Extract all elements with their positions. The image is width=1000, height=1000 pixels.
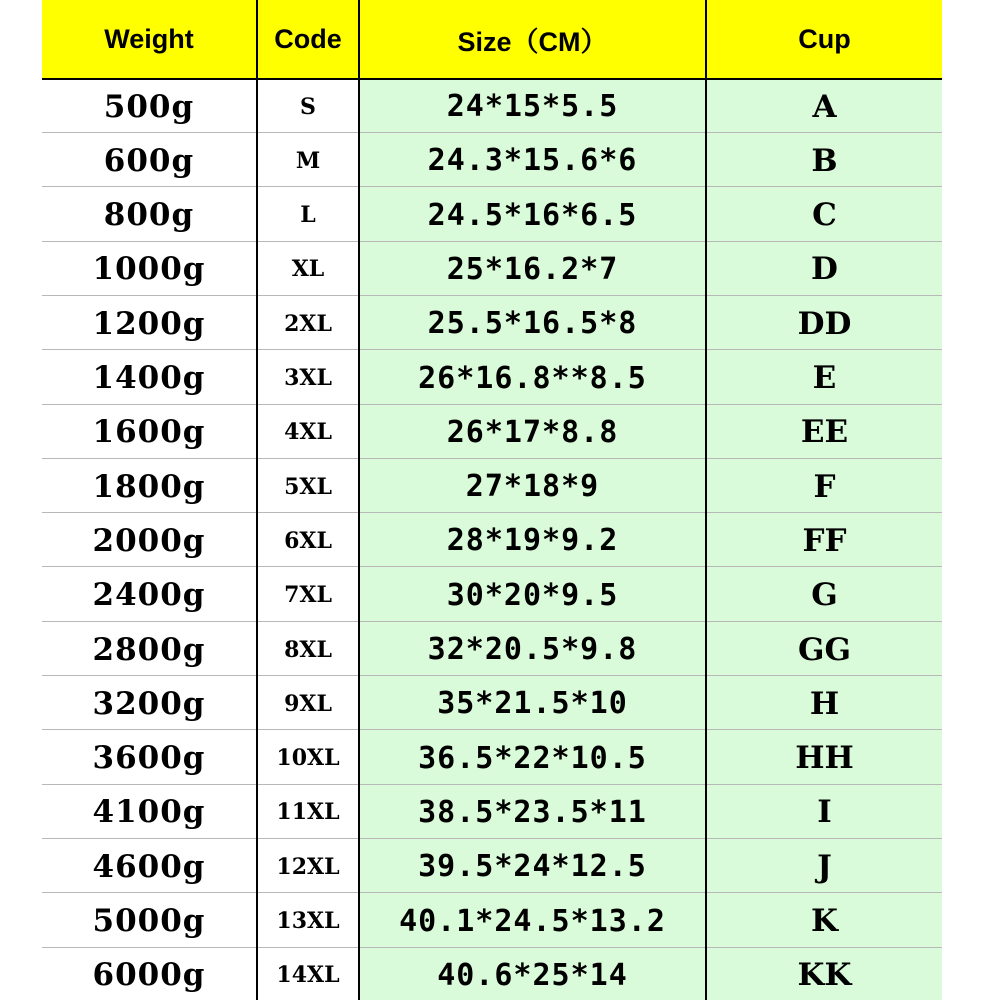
- code-cell: 10XL: [276, 745, 340, 772]
- table-row: [42, 569, 942, 622]
- size-cell: 30*20*9.5: [446, 577, 619, 613]
- code-cell: L: [300, 202, 316, 229]
- table-row: [42, 677, 942, 730]
- row-divider: [42, 295, 942, 296]
- column-divider: [705, 0, 707, 1000]
- code-cell: 6XL: [284, 527, 332, 554]
- code-cell: 4XL: [284, 419, 332, 446]
- column-divider: [358, 0, 360, 1000]
- weight-cell: 1400g: [92, 360, 206, 396]
- weight-cell: 2000g: [92, 522, 206, 559]
- weight-cell: 6000g: [92, 957, 206, 994]
- weight-cell: 500g: [103, 88, 195, 125]
- table-row: [42, 732, 942, 785]
- size-cell: 25*16.2*7: [446, 251, 619, 287]
- cup-cell: H: [809, 685, 840, 722]
- cup-cell: D: [811, 251, 838, 288]
- header-code: Code: [274, 23, 342, 54]
- size-cell: 24.5*16*6.5: [427, 197, 638, 233]
- size-cell: 25.5*16.5*8: [427, 306, 638, 342]
- size-cell: 24*15*5.5: [446, 89, 619, 124]
- row-divider: [42, 675, 942, 676]
- size-cell: 32*20.5*9.8: [427, 632, 638, 667]
- table-row: [42, 840, 942, 893]
- weight-cell: 1800g: [92, 468, 206, 505]
- weight-cell: 3200g: [92, 685, 206, 722]
- code-cell: 11XL: [276, 799, 340, 826]
- row-divider: [42, 947, 942, 948]
- row-divider: [42, 512, 942, 513]
- table-row: [42, 134, 942, 187]
- code-cell: 9XL: [284, 690, 332, 717]
- table-row: [42, 189, 942, 242]
- cup-cell: EE: [800, 414, 849, 451]
- table-header-row: [42, 0, 942, 80]
- size-cell: 38.5*23.5*11: [418, 794, 647, 830]
- weight-cell: 4100g: [92, 794, 206, 831]
- row-divider: [42, 892, 942, 893]
- weight-cell: 1600g: [92, 414, 206, 451]
- cup-cell: C: [812, 197, 837, 234]
- size-cell: 26*16.8**8.5: [418, 360, 647, 396]
- size-cell: 40.6*25*14: [437, 957, 628, 993]
- size-cell: 28*19*9.2: [446, 523, 619, 559]
- table-row: [42, 297, 942, 350]
- row-divider: [42, 784, 942, 785]
- row-divider: [42, 566, 942, 567]
- code-cell: 8XL: [284, 636, 332, 663]
- table-row: [42, 895, 942, 948]
- code-cell: 12XL: [276, 853, 340, 880]
- size-cell: 24.3*15.6*6: [427, 143, 638, 179]
- weight-cell: 3600g: [92, 740, 206, 777]
- weight-cell: 600g: [103, 142, 195, 179]
- cup-cell: K: [811, 903, 838, 939]
- row-divider: [42, 458, 942, 459]
- row-divider: [42, 186, 942, 187]
- size-cell: 36.5*22*10.5: [418, 740, 647, 776]
- table-row: [42, 352, 942, 405]
- cup-cell: J: [817, 848, 832, 885]
- table-row: [42, 80, 942, 133]
- table-row: [42, 786, 942, 839]
- size-cell: 27*18*9: [465, 469, 600, 505]
- weight-cell: 800g: [103, 197, 195, 234]
- row-divider: [42, 404, 942, 405]
- cup-cell: DD: [797, 305, 852, 342]
- size-cell: 39.5*24*12.5: [418, 849, 647, 885]
- code-cell: 7XL: [284, 582, 332, 609]
- table-row: [42, 514, 942, 567]
- cup-cell: HH: [795, 740, 854, 777]
- cup-cell: E: [812, 360, 837, 396]
- table-row: [42, 460, 942, 513]
- size-cell: 26*17*8.8: [446, 414, 619, 450]
- size-cell: 40.1*24.5*13.2: [399, 903, 666, 939]
- cup-cell: B: [811, 142, 838, 179]
- row-divider: [42, 132, 942, 133]
- code-cell: 13XL: [276, 908, 340, 934]
- header-size: Size（CM）: [457, 26, 608, 57]
- code-cell: M: [295, 147, 321, 174]
- row-divider: [42, 838, 942, 839]
- header-weight: Weight: [104, 23, 194, 54]
- row-divider: [42, 621, 942, 622]
- weight-cell: 4600g: [92, 848, 206, 885]
- code-cell: 3XL: [284, 365, 332, 391]
- table-row: [42, 406, 942, 459]
- code-cell: 5XL: [284, 473, 332, 500]
- table-row: [42, 949, 942, 1000]
- weight-cell: 1200g: [92, 305, 206, 342]
- column-divider: [256, 0, 258, 1000]
- cup-cell: G: [811, 577, 838, 614]
- cup-cell: A: [812, 88, 837, 125]
- cup-cell: I: [817, 794, 832, 831]
- size-chart-table: [42, 0, 942, 1000]
- table-row: [42, 623, 942, 676]
- cup-cell: GG: [798, 631, 851, 668]
- cup-cell: FF: [802, 522, 847, 559]
- header-cup: Cup: [798, 23, 851, 54]
- weight-cell: 1000g: [92, 251, 206, 288]
- cup-cell: F: [813, 468, 836, 505]
- weight-cell: 2400g: [92, 577, 206, 614]
- weight-cell: 5000g: [92, 903, 206, 939]
- size-cell: 35*21.5*10: [437, 686, 628, 722]
- code-cell: 2XL: [284, 310, 332, 337]
- row-divider: [42, 241, 942, 242]
- code-cell: XL: [291, 256, 325, 283]
- row-divider: [42, 349, 942, 350]
- weight-cell: 2800g: [92, 631, 206, 668]
- row-divider: [42, 729, 942, 730]
- code-cell: 14XL: [276, 962, 340, 989]
- cup-cell: KK: [797, 957, 852, 994]
- code-cell: S: [300, 93, 316, 120]
- table-row: [42, 243, 942, 296]
